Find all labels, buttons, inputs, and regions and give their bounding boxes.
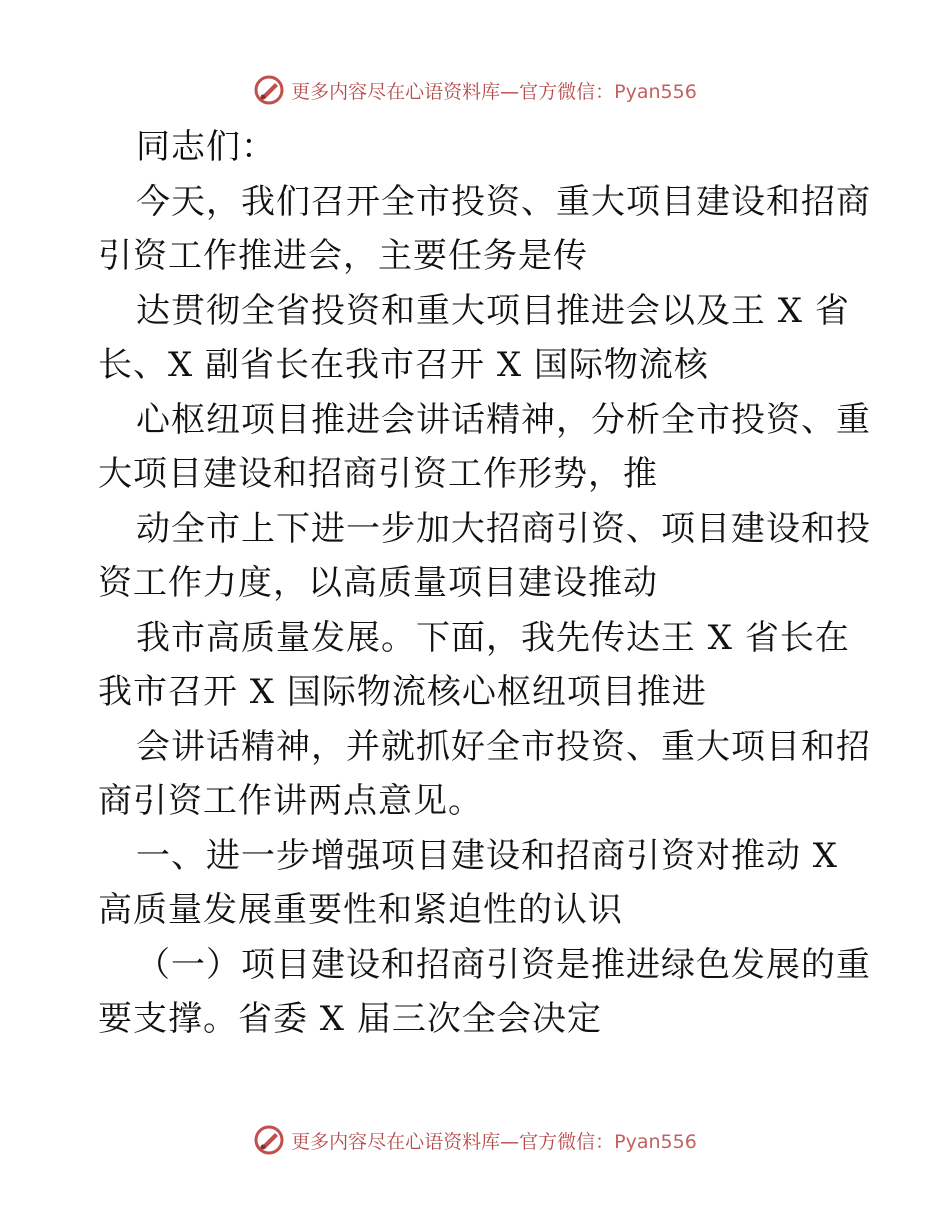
watermark-logo-icon: [253, 1124, 285, 1156]
text-line: 会讲话精神，并就抓好全市投资、重大项目和招: [136, 726, 871, 767]
text-line: 今天，我们召开全市投资、重大项目建设和招商: [136, 181, 871, 222]
document-body: [98, 120, 871, 1047]
subsection-heading: （一）项目建设和招商引资是推进绿色发展的重: [136, 944, 871, 985]
text-line: 心枢纽项目推进会讲话精神，分析全市投资、重: [136, 399, 871, 440]
footer-watermark: [0, 1124, 950, 1156]
header-watermark: [0, 74, 950, 106]
text-line: 我市召开 X 国际物流核心枢纽项目推进: [98, 672, 707, 712]
text-line: 动全市上下进一步加大招商引资、项目建设和投: [136, 508, 871, 549]
watermark-text: 更多内容尽在心语资料库—官方微信：Pyan556: [291, 80, 697, 103]
section-heading: 高质量发展重要性和紧迫性的认识: [98, 890, 623, 930]
text-line: 大项目建设和招商引资工作形势，推: [98, 454, 658, 494]
text-line: 同志们：: [136, 127, 276, 167]
text-line: 要支撑。省委 X 届三次全会决定: [98, 999, 602, 1039]
text-line: 商引资工作讲两点意见。: [98, 781, 483, 821]
text-line: 引资工作推进会，主要任务是传: [98, 236, 588, 276]
text-line: 达贯彻全省投资和重大项目推进会以及王 X 省: [136, 290, 850, 331]
text-line: 资工作力度，以高质量项目建设推动: [98, 563, 658, 603]
section-heading: 一、进一步增强项目建设和招商引资对推动 X: [136, 835, 839, 876]
watermark-text: 更多内容尽在心语资料库—官方微信：Pyan556: [291, 1130, 697, 1153]
text-line: 我市高质量发展。下面，我先传达王 X 省长在: [136, 617, 850, 658]
text-line: 长、X 副省长在我市召开 X 国际物流核: [98, 345, 709, 385]
watermark-logo-icon: [253, 74, 285, 106]
